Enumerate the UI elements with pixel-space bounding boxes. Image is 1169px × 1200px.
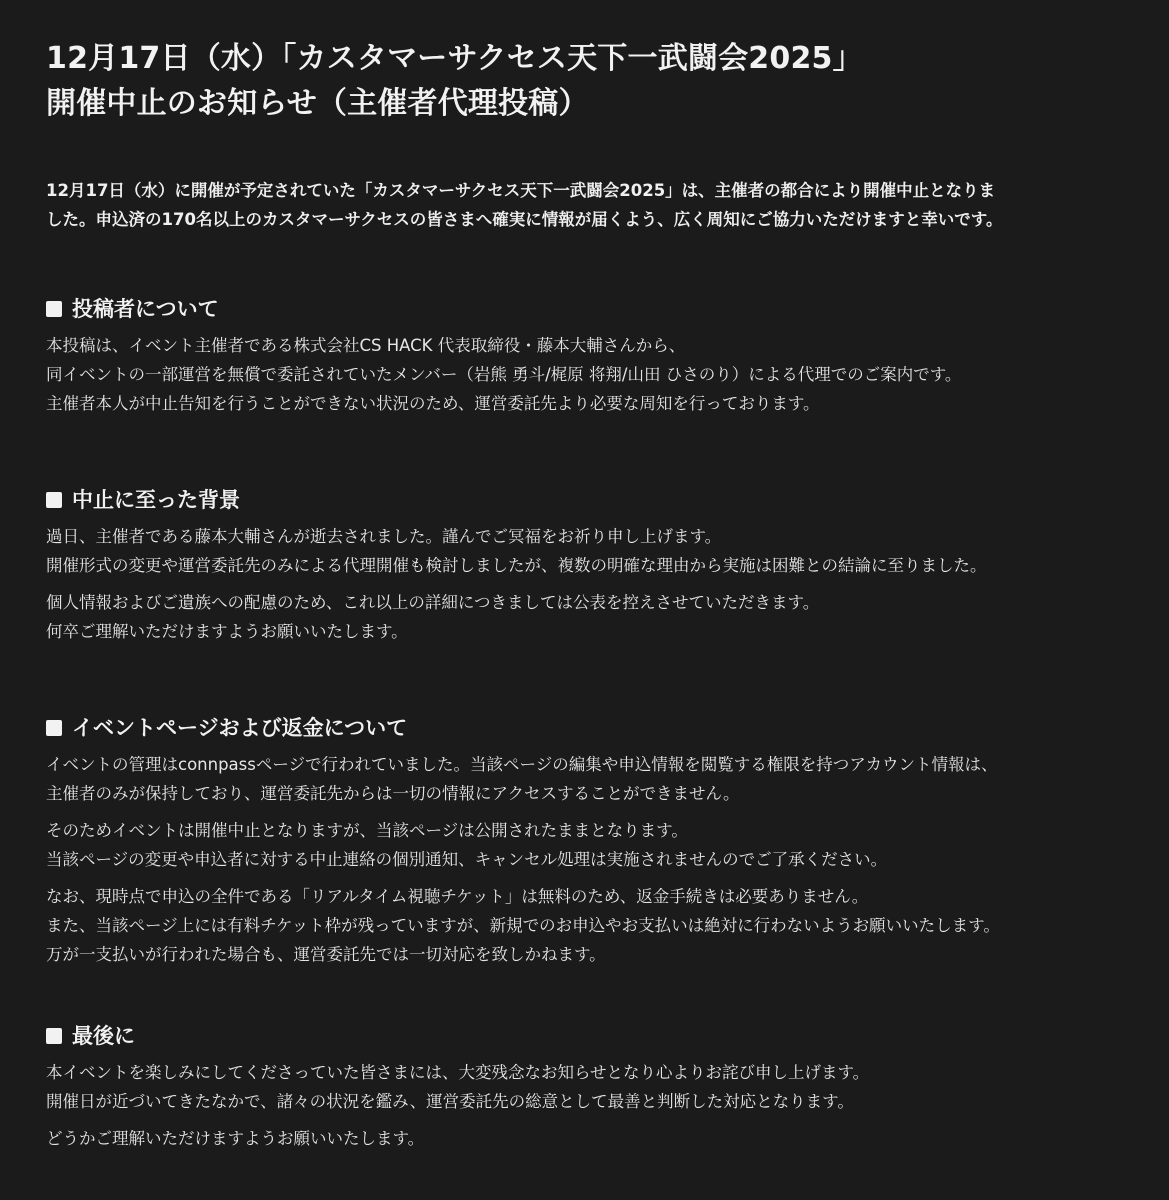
section-poster — [46, 294, 1129, 418]
square-icon — [46, 720, 62, 736]
text-line: 同イベントの一部運営を無償で委託されていたメンバー（岩熊 勇斗/梶原 将翔/山田 ひさのり）による代理でのご案内です。 — [46, 365, 962, 384]
text-line: 個人情報およびご遺族への配慮のため、これ以上の詳細につきましては公表を控えさせていただきます。 — [46, 593, 820, 612]
background-paragraph-2 — [46, 588, 1129, 646]
section-heading-poster — [46, 294, 1129, 324]
text-line: そのためイベントは開催中止となりますが、当該ページは公開されたままとなります。 — [46, 821, 688, 840]
text-line: 何卒ご理解いただけますようお願いいたします。 — [46, 622, 408, 641]
poster-paragraph-1 — [46, 331, 1129, 418]
section-heading-text: 投稿者について — [72, 297, 219, 321]
intro-line-2: した。申込済の170名以上のカスタマーサクセスの皆さまへ確実に情報が届くよう、広く周知にご協力いただけますと幸いです。 — [46, 210, 1003, 229]
section-last — [46, 1021, 1129, 1153]
intro-line-1: 12月17日（水）に開催が予定されていた「カスタマーサクセス天下一武闘会2025」は、主催者の都合により開催中止となりま — [46, 181, 996, 200]
text-line: 主催者本人が中止告知を行うことができない状況のため、運営委託先より必要な周知を行っております。 — [46, 394, 820, 413]
text-line: イベントの管理はconnpassページで行われていました。当該ページの編集や申込情報を閲覧する権限を持つアカウント情報は、 — [46, 755, 998, 774]
page-title — [46, 36, 1129, 126]
text-line: どうかご理解いただけますようお願いいたします。 — [46, 1129, 425, 1148]
text-line: 当該ページの変更や申込者に対する中止連絡の個別通知、キャンセル処理は実施されませんのでご了承ください。 — [46, 850, 888, 869]
title-line-1: 12月17日（水）「カスタマーサクセス天下一武闘会2025」 — [46, 41, 863, 76]
text-line: 過日、主催者である藤本大輔さんが逝去されました。謹んでご冥福をお祈り申し上げます。 — [46, 527, 722, 546]
section-background — [46, 485, 1129, 646]
section-heading-last — [46, 1021, 1129, 1051]
text-line: なお、現時点で申込の全件である「リアルタイム視聴チケット」は無料のため、返金手続きは必要ありません。 — [46, 887, 869, 906]
section-heading-background — [46, 485, 1129, 515]
text-line: 本投稿は、イベント主催者である株式会社CS HACK 代表取締役・藤本大輔さんから、 — [46, 336, 686, 355]
square-icon — [46, 301, 62, 317]
section-heading-text: 最後に — [72, 1024, 135, 1048]
text-line: 万が一支払いが行われた場合も、運営委託先では一切対応を致しかねます。 — [46, 945, 606, 964]
text-line: 主催者のみが保持しており、運営委託先からは一切の情報にアクセスすることができません。 — [46, 784, 740, 803]
square-icon — [46, 1028, 62, 1044]
title-line-2: 開催中止のお知らせ（主催者代理投稿） — [46, 86, 589, 121]
last-paragraph-2 — [46, 1124, 1129, 1153]
section-refund — [46, 713, 1129, 969]
section-heading-text: 中止に至った背景 — [72, 488, 240, 512]
section-heading-refund — [46, 713, 1129, 743]
refund-paragraph-1 — [46, 750, 1129, 808]
section-heading-text: イベントページおよび返金について — [72, 716, 408, 740]
refund-paragraph-2 — [46, 816, 1129, 874]
refund-paragraph-3 — [46, 882, 1129, 969]
square-icon — [46, 492, 62, 508]
text-line: 本イベントを楽しみにしてくださっていた皆さまには、大変残念なお知らせとなり心よりお詫び申し上げます。 — [46, 1063, 870, 1082]
text-line: 開催形式の変更や運営委託先のみによる代理開催も検討しましたが、複数の明確な理由から実施は困難との結論に至りました。 — [46, 556, 987, 575]
last-paragraph-1 — [46, 1058, 1129, 1116]
text-line: 開催日が近づいてきたなかで、諸々の状況を鑑み、運営委託先の総意として最善と判断した対応となります。 — [46, 1092, 854, 1111]
text-line: また、当該ページ上には有料チケット枠が残っていますが、新規でのお申込やお支払いは絶対に行わないようお願いいたします。 — [46, 916, 1000, 935]
background-paragraph-1 — [46, 522, 1129, 580]
intro-paragraph — [46, 176, 1129, 234]
